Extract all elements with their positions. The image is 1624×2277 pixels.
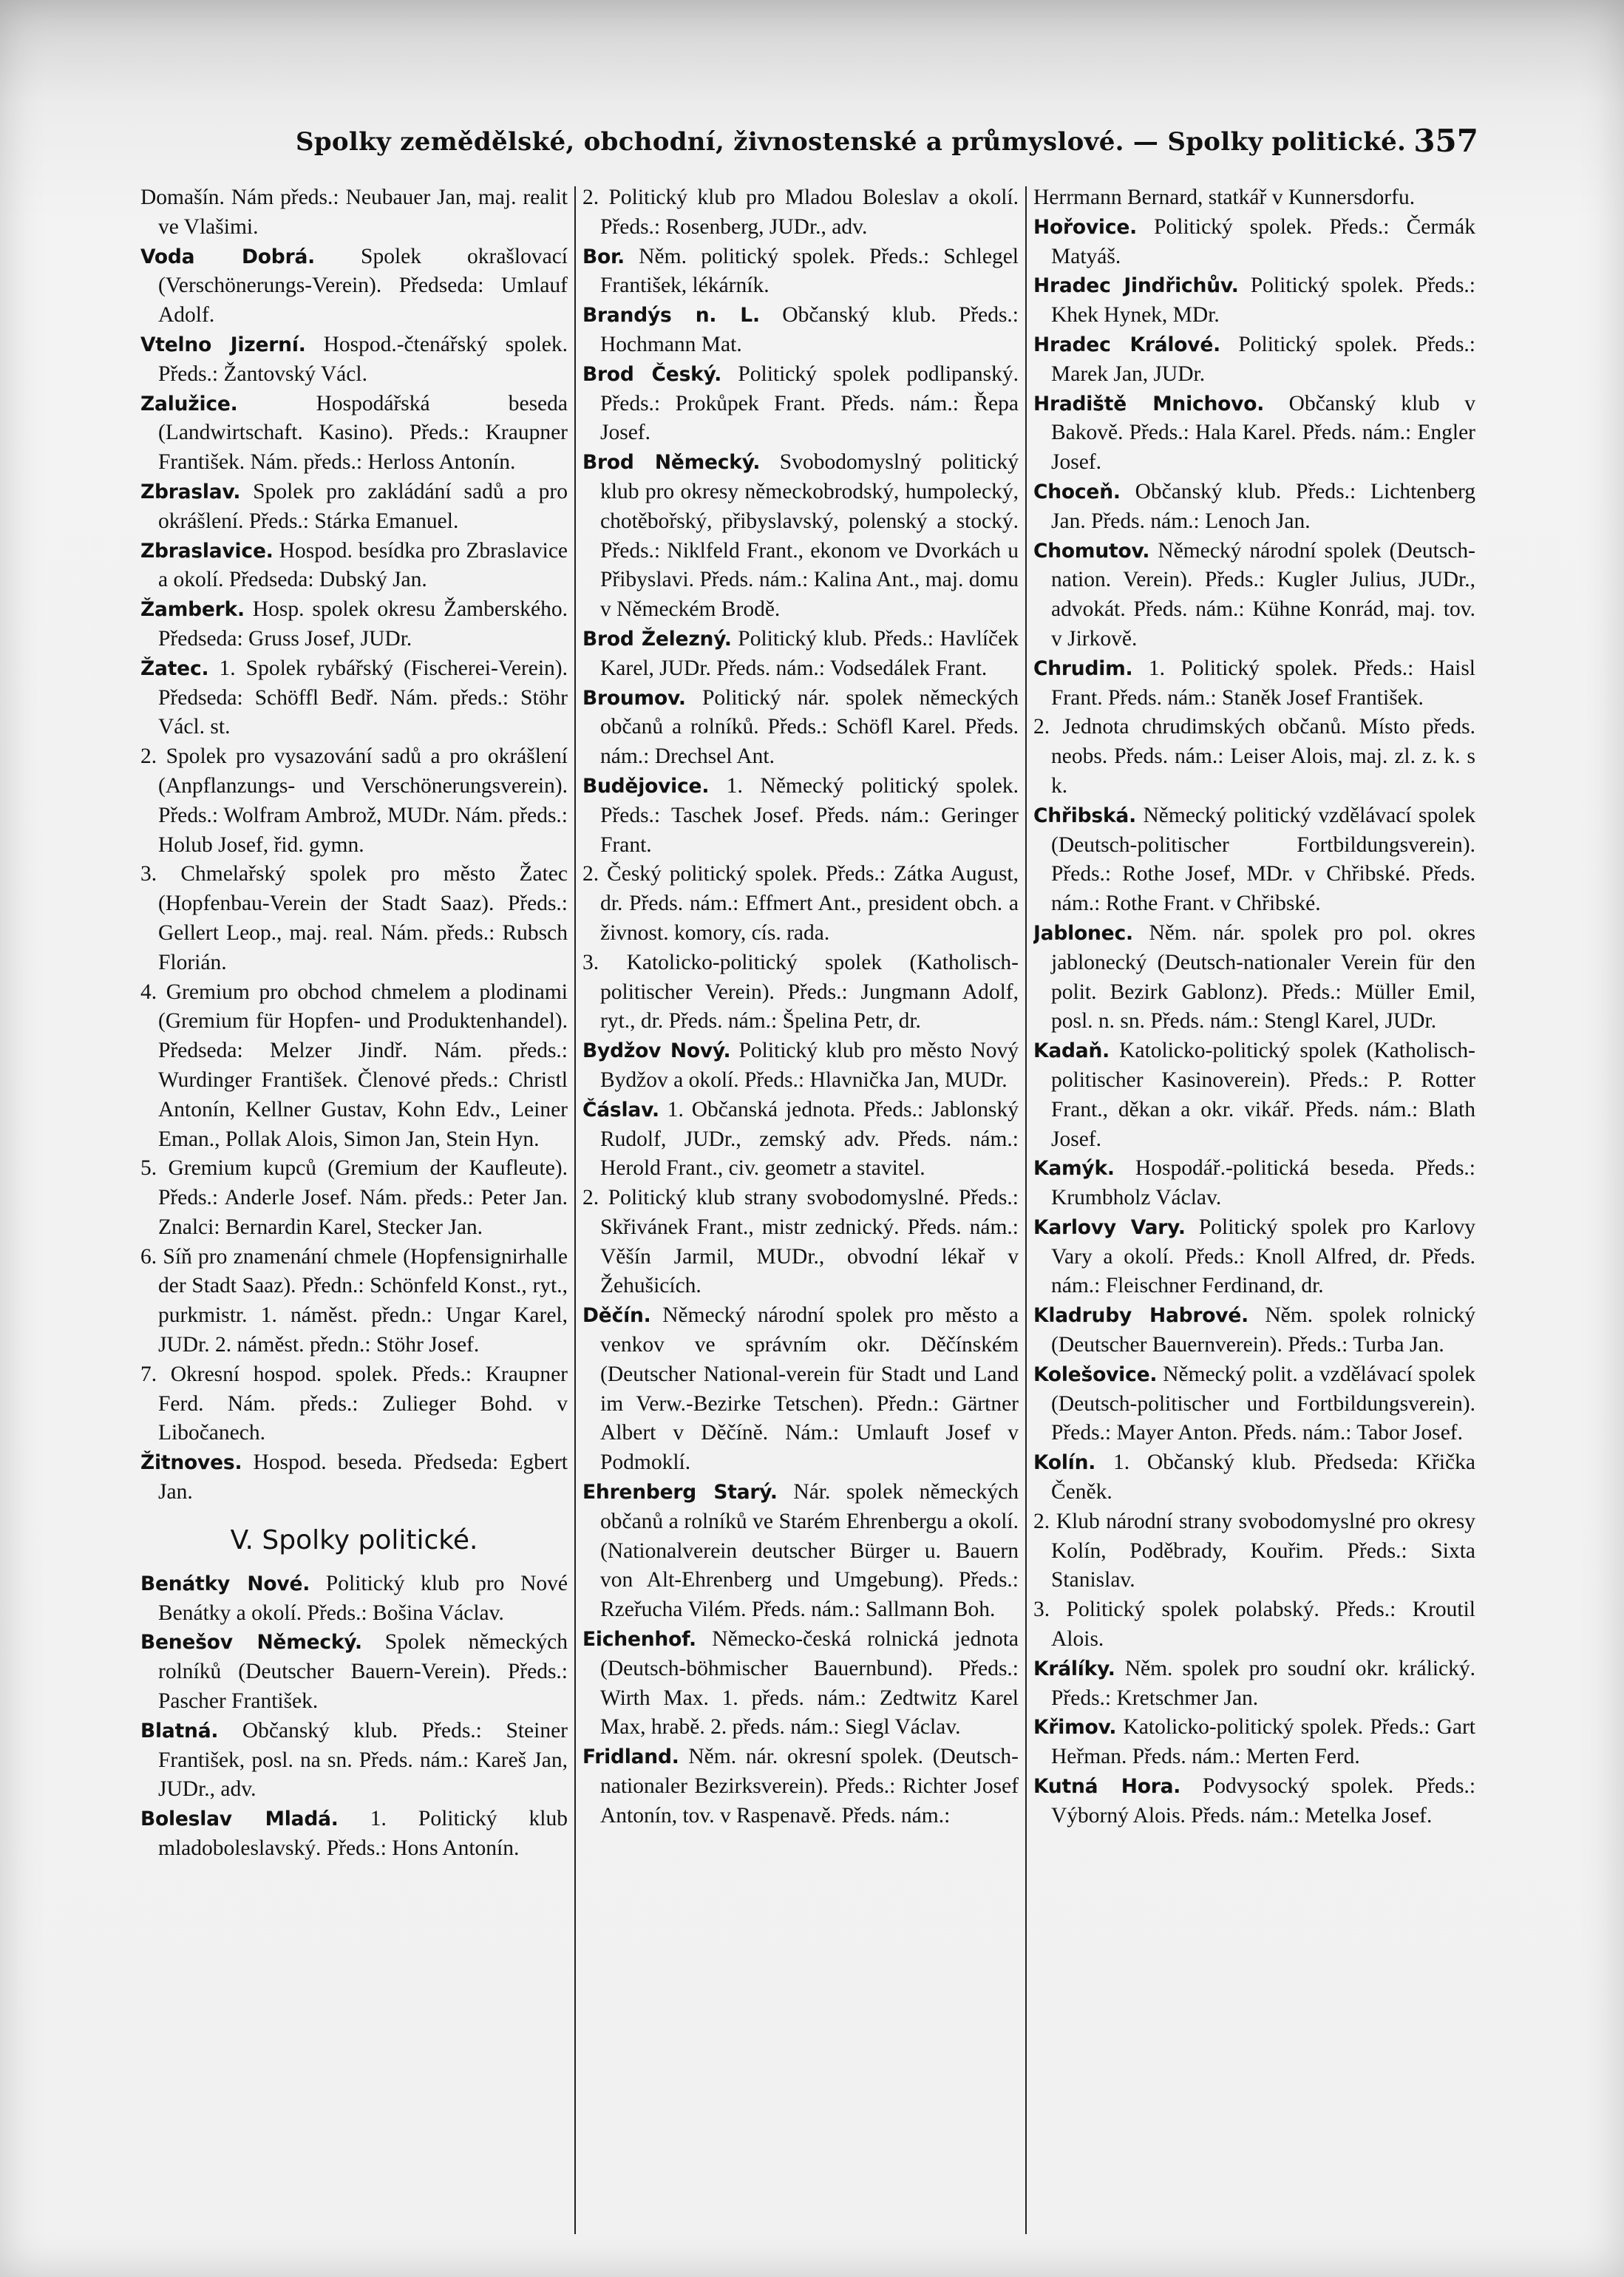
entry-place-name: Boleslav Mladá.	[140, 1808, 339, 1831]
entry-place-name: Hořovice.	[1033, 215, 1137, 239]
directory-entry	[1033, 801, 1475, 919]
entry-text: Politický klub. Předs.: Havlíček Karel, JUDr. Předs. nám.: Vodsedálek Frant.	[600, 626, 1019, 680]
column-1	[140, 183, 568, 2246]
entry-place-name: Brandýs n. L.	[582, 304, 760, 328]
entry-text: Domašín. Nám předs.: Neubauer Jan, maj. realit ve Vlašimi.	[140, 186, 568, 239]
entry-text: Něm. spolek rolnický (Deutscher Bauernverein). Předs.: Turba Jan.	[1051, 1303, 1475, 1357]
directory-entry	[140, 1243, 568, 1360]
entry-place-name: Brod Německý.	[582, 451, 761, 475]
entry-place-name: Voda Dobrá.	[140, 245, 315, 268]
entry-text: Politický klub pro město Nový Bydžov a okolí. Předs.: Hlavnička Jan, MUDr.	[600, 1039, 1019, 1092]
entry-list	[1033, 183, 1475, 1831]
entry-text: 3. Chmelařský spolek pro město Žatec (Hopfenbau-Verein der Stadt Saaz). Předs.: Gellert Leop., maj. real. Nám. předs.: Rubsch Florián.	[140, 862, 568, 974]
directory-entry	[1033, 1213, 1475, 1301]
entry-text: Spolek německých rolníků (Deutscher Bauern-Verein). Předs.: Pascher František.	[158, 1630, 568, 1714]
entry-text: 2. Spolek pro vysazování sadů a pro okrášlení (Anpflanzungs- und Verschönerungsverein). Předs.: Wolfram Ambrož, MUDr. Nám. předs.: Holub Josef, řid. gymn.	[140, 744, 568, 857]
directory-entry	[582, 242, 1019, 302]
directory-entry	[1033, 1595, 1475, 1655]
directory-entry	[1033, 1448, 1475, 1507]
directory-entry	[1033, 1360, 1475, 1448]
entry-text: Nár. spolek německých občanů a rolníků ve Starém Ehrenbergu a okolí. (Nationalverein deutscher Bürger u. Bauern von Alt-Ehrenberg und Umgebung). Předs.: Rzeřucha Vilém. Předs. nám.: Sallmann Boh.	[600, 1480, 1019, 1622]
entry-text: 2. Politický klub pro Mladou Boleslav a okolí. Předs.: Rosenberg, JUDr., adv.	[582, 186, 1019, 239]
entry-text: Spolek pro zakládání sadů a pro okrášlení. Předs.: Stárka Emanuel.	[158, 479, 568, 533]
directory-entry	[582, 860, 1019, 948]
entry-text: Herrmann Bernard, statkář v Kunnersdorfu.	[1033, 186, 1416, 209]
directory-entry	[140, 242, 568, 330]
entry-place-name: Kadaň.	[1033, 1039, 1110, 1063]
entry-text: Občanský klub. Předs.: Lichtenberg Jan. Předs. nám.: Lenoch Jan.	[1051, 479, 1475, 533]
entry-place-name: Benátky Nové.	[140, 1572, 310, 1595]
entry-place-name: Budějovice.	[582, 774, 710, 798]
entry-text: Podvysocký spolek. Předs.: Výborný Alois. Předs. nám.: Metelka Josef.	[1051, 1774, 1475, 1828]
directory-entry	[582, 1036, 1019, 1096]
entry-list	[140, 183, 568, 1507]
column-divider	[574, 186, 576, 2234]
column-2	[582, 183, 1019, 2246]
entry-text: 1. Spolek rybářský (Fischerei-Verein). Předseda: Schöffl Bedř. Nám. předs.: Stöhr Václ. st.	[158, 656, 568, 739]
entry-text: 1. Politický spolek. Předs.: Haisl Frant. Předs. nám.: Staněk Josef František.	[1051, 656, 1475, 710]
directory-entry	[1033, 213, 1475, 272]
entry-text: Politický klub pro Nové Benátky a okolí. Předs.: Bošina Václav.	[158, 1571, 568, 1625]
entry-text: Hospod.-čtenářský spolek. Předs.: Žantovský Václ.	[158, 332, 568, 386]
directory-entry	[140, 390, 568, 478]
directory-entry	[1033, 478, 1475, 537]
entry-place-name: Eichenhof.	[582, 1628, 696, 1652]
running-header	[296, 118, 1478, 163]
directory-entry	[140, 183, 568, 242]
directory-entry	[140, 860, 568, 977]
entry-text: Politický spolek podlipanský. Předs.: Prokůpek Frant. Předs. nám.: Řepa Josef.	[600, 362, 1019, 445]
entry-place-name: Chomutov.	[1033, 539, 1150, 563]
directory-entry	[582, 1184, 1019, 1301]
directory-entry	[582, 684, 1019, 772]
entry-place-name: Děčín.	[582, 1304, 651, 1328]
entry-place-name: Broumov.	[582, 686, 686, 710]
entry-text: 2. Politický klub strany svobodomyslné. Předs.: Skřivánek Frant., mistr zednický. Předs. nám.: Věšín Jarmil, MUDr., obvodní lékař v Žehušicích.	[582, 1186, 1019, 1298]
directory-entry	[140, 330, 568, 390]
entry-place-name: Fridland.	[582, 1745, 679, 1769]
directory-entry	[1033, 1713, 1475, 1772]
entry-text: Německý politický vzdělávací spolek (Deutsch-politischer Fortbildungsverein). Předs.: Rothe Josef, MDr. v Chřibské. Předs. nám.: Rothe Frant. v Chřibské.	[1051, 803, 1475, 916]
entry-text: Politický spolek. Předs.: Khek Hynek, MDr.	[1051, 274, 1475, 328]
directory-entry	[140, 1154, 568, 1242]
entry-text: Hosp. spolek okresu Žamberského. Předseda: Gruss Josef, JUDr.	[158, 597, 568, 651]
entry-text: Občanský klub v Bakově. Předs.: Hala Karel. Předs. nám.: Engler Josef.	[1051, 391, 1475, 475]
page-number: 357	[1413, 123, 1478, 159]
directory-entry	[140, 1805, 568, 1864]
entry-place-name: Benešov Německý.	[140, 1631, 362, 1655]
entry-text: Něm. spolek pro soudní okr. králický. Předs.: Kretschmer Jan.	[1051, 1656, 1475, 1710]
directory-entry	[140, 1717, 568, 1805]
directory-entry	[582, 772, 1019, 860]
entry-text: Něm. nár. spolek pro pol. okres jablonecký (Deutsch-nationaler Verein für den polit. Bezirk Gablonz). Předs.: Müller Emil, posl. n. sn. Předs. nám.: Stengl Karel, JUDr.	[1051, 920, 1475, 1034]
entry-text: 1. Občanská jednota. Předs.: Jablonský Rudolf, JUDr., zemský adv. Předs. nám.: Herold Frant., civ. geometr a stavitel.	[600, 1097, 1019, 1181]
entry-place-name: Chrudim.	[1033, 656, 1133, 680]
entry-text: Hospodářská beseda (Landwirtschaft. Kasino). Předs.: Kraupner František. Nám. předs.: Herloss Antonín.	[158, 391, 568, 475]
entry-place-name: Brod Český.	[582, 362, 722, 386]
column-divider	[1025, 186, 1027, 2234]
directory-entry	[140, 654, 568, 742]
directory-entry	[582, 1096, 1019, 1184]
directory-entry	[582, 1478, 1019, 1625]
entry-text: Hospodář.-politická beseda. Předs.: Krumbholz Václav.	[1051, 1156, 1475, 1210]
entry-text: Občanský klub. Předs.: Hochmann Mat.	[600, 303, 1019, 356]
header-title: Spolky zemědělské, obchodní, živnostenské a průmyslové. — Spolky politické.	[296, 127, 1407, 157]
directory-entry	[140, 1628, 568, 1716]
entry-text: 1. Občanský klub. Předseda: Křička Čeněk.	[1051, 1450, 1475, 1504]
entry-place-name: Kolešovice.	[1033, 1363, 1158, 1386]
entry-place-name: Žamberk.	[140, 598, 245, 622]
entry-text: Politický spolek. Předs.: Čermák Matyáš.	[1051, 214, 1475, 268]
directory-entry	[1033, 919, 1475, 1036]
entry-place-name: Vtelno Jizerní.	[140, 333, 306, 356]
entry-place-name: Zbraslav.	[140, 480, 241, 503]
directory-entry	[582, 301, 1019, 360]
directory-entry	[1033, 271, 1475, 330]
directory-entry	[582, 949, 1019, 1036]
directory-entry	[1033, 330, 1475, 390]
entry-place-name: Bydžov Nový.	[582, 1039, 731, 1063]
entry-text: Katolicko-politický spolek. Předs.: Gart Heřman. Předs. nám.: Merten Ferd.	[1051, 1715, 1475, 1769]
entry-place-name: Blatná.	[140, 1719, 219, 1742]
entry-place-name: Žitnoves.	[140, 1451, 242, 1475]
entry-place-name: Ehrenberg Starý.	[582, 1481, 778, 1504]
directory-entry	[140, 1448, 568, 1507]
entry-text: 2. Klub národní strany svobodomyslné pro okresy Kolín, Poděbrady, Kouřim. Předs.: Sixta Stanislav.	[1033, 1509, 1475, 1592]
directory-entry	[582, 625, 1019, 684]
entry-text: Německý polit. a vzdělávací spolek (Deutsch-politischer und Fortbildungsverein). Předs.: Mayer Anton. Předs. nám.: Tabor Josef.	[1051, 1362, 1475, 1445]
directory-entry	[582, 448, 1019, 625]
directory-entry	[1033, 183, 1475, 213]
entry-place-name: Jablonec.	[1033, 921, 1133, 945]
directory-entry	[582, 1742, 1019, 1830]
entry-text: Politický spolek. Předs.: Marek Jan, JUDr.	[1051, 332, 1475, 386]
directory-entry	[1033, 1301, 1475, 1360]
entry-text: Spolek okrašlovací (Verschönerungs-Verein). Předseda: Umlauf Adolf.	[158, 244, 568, 328]
directory-entry	[1033, 1507, 1475, 1595]
directory-entry	[1033, 1655, 1475, 1714]
entry-text: Něm. politický spolek. Předs.: Schlegel František, lékárník.	[600, 244, 1019, 298]
entry-place-name: Kamýk.	[1033, 1157, 1115, 1181]
entry-text: Německý národní spolek pro město a venkov ve správním okr. Děčínském (Deutscher National-verein für Stadt und Land im Verw.-Bezirke Tetschen). Předn.: Gärtner Albert v Děčíně. Nám.: Umlauft Josef v Podmoklí.	[600, 1303, 1019, 1475]
directory-entry	[582, 1301, 1019, 1478]
entry-text: Občanský klub. Předs.: Steiner František, posl. na sn. Předs. nám.: Kareš Jan, JUDr., adv.	[158, 1718, 568, 1802]
directory-entry	[582, 183, 1019, 242]
entry-place-name: Kutná Hora.	[1033, 1775, 1181, 1799]
directory-entry	[1033, 390, 1475, 478]
entry-place-name: Brod Železný.	[582, 627, 732, 651]
entry-text: 7. Okresní hospod. spolek. Předs.: Kraupner Ferd. Nám. předs.: Zulieger Bohd. v Libočanech.	[140, 1362, 568, 1445]
entry-place-name: Chřibská.	[1033, 804, 1136, 827]
entry-text: 4. Gremium pro obchod chmelem a plodinami (Gremium für Hopfen- und Produktenhandel). Předseda: Melzer Jindř. Nám. předs.: Wurdinger František. Členové předs.: Christl Antonín, Kellner Gustav, Kohn Edv., Leiner Eman., Pollak Alois, Simon Jan, Stein Hyn.	[140, 980, 568, 1151]
entry-text: 3. Politický spolek polabský. Předs.: Kroutil Alois.	[1033, 1598, 1475, 1652]
entry-text: 3. Katolicko-politický spolek (Katholisch-politischer Verein). Předs.: Jungmann Adolf, ryt., dr. Předs. nám.: Špelina Petr, dr.	[582, 950, 1019, 1034]
entry-place-name: Bor.	[582, 245, 625, 268]
entry-place-name: Králíky.	[1033, 1657, 1115, 1680]
entry-text: Něm. nár. okresní spolek. (Deutsch-nationaler Bezirksverein). Předs.: Richter Josef Antonín, tov. v Raspenavě. Předs. nám.:	[600, 1745, 1019, 1828]
directory-entry	[140, 1360, 568, 1448]
entry-text: 6. Síň pro znamenání chmele (Hopfensignirhalle der Stadt Saaz). Předn.: Schönfeld Konst., ryt., purkmistr. 1. náměst. předn.: Ungar Karel, JUDr. 2. náměst. předn.: Stöhr Josef.	[140, 1244, 568, 1357]
entry-place-name: Kolín.	[1033, 1451, 1096, 1475]
entry-text: Politický nár. spolek německých občanů a rolníků. Předs.: Schöfl Karel. Předs. nám.: Drechsel Ant.	[600, 685, 1019, 769]
directory-entry	[140, 742, 568, 860]
entry-text: 2. Jednota chrudimských občanů. Místo předs. neobs. Předs. nám.: Leiser Alois, maj. zl. z. k. s k.	[1033, 715, 1475, 798]
directory-entry	[140, 595, 568, 654]
directory-entry	[582, 360, 1019, 448]
entry-place-name: Hradiště Mnichovo.	[1033, 392, 1265, 415]
entry-place-name: Choceň.	[1033, 480, 1121, 503]
directory-entry	[1033, 654, 1475, 713]
directory-entry	[582, 1625, 1019, 1742]
directory-entry	[140, 478, 568, 537]
entry-place-name: Zalužice.	[140, 392, 238, 415]
entry-text: Hospod. beseda. Předseda: Egbert Jan.	[158, 1450, 568, 1504]
entry-text: Německý národní spolek (Deutsch-nation. Verein). Předs.: Kugler Julius, JUDr., advokát. Předs. nám.: Kühne Konrád, maj. tov. v Jirkově.	[1051, 538, 1475, 651]
entry-text: 5. Gremium kupců (Gremium der Kaufleute). Předs.: Anderle Josef. Nám. předs.: Peter Jan. Znalci: Bernardin Karel, Stecker Jan.	[140, 1156, 568, 1239]
entry-text: Katolicko-politický spolek (Katholisch-politischer Kasinoverein). Předs.: P. Rotter Frant., děkan a okr. vikář. Předs. nám.: Blath Josef.	[1051, 1039, 1475, 1151]
entry-text: 1. Německý politický spolek. Předs.: Taschek Josef. Předs. nám.: Geringer Frant.	[600, 773, 1019, 857]
entry-place-name: Hradec Králové.	[1033, 333, 1221, 356]
directory-entry	[1033, 1772, 1475, 1831]
entry-place-name: Kladruby Habrové.	[1033, 1304, 1249, 1328]
entry-text: Německo-česká rolnická jednota (Deutsch-böhmischer Bauernbund). Předs.: Wirth Max. 1. předs. nám.: Zedtwitz Karel Max, hrabě. 2. předs. nám.: Siegl Václav.	[600, 1627, 1019, 1740]
directory-entry	[1033, 1036, 1475, 1154]
entry-place-name: Křimov.	[1033, 1716, 1117, 1740]
entry-text: 1. Politický klub mladoboleslavský. Předs.: Hons Antonín.	[158, 1807, 568, 1861]
section-heading: V. Spolky politické.	[230, 1524, 478, 1555]
column-3	[1033, 183, 1475, 2246]
entry-text: 2. Český politický spolek. Předs.: Zátka August, dr. Předs. nám.: Effmert Ant., president obch. a živnost. komory, cís. rada.	[582, 862, 1019, 945]
directory-entry	[1033, 713, 1475, 801]
entry-text: Hospod. besídka pro Zbraslavice a okolí. Předseda: Dubský Jan.	[158, 538, 568, 592]
entry-place-name: Zbraslavice.	[140, 539, 274, 563]
entry-text: Politický spolek pro Karlovy Vary a okolí. Předs.: Knoll Alfred, dr. Předs. nám.: Fleischner Ferdinand, dr.	[1051, 1215, 1475, 1298]
entry-place-name: Hradec Jindřichův.	[1033, 274, 1239, 298]
entry-list	[140, 1570, 568, 1864]
entry-list	[582, 183, 1019, 1831]
directory-entry	[1033, 537, 1475, 654]
entry-place-name: Čáslav.	[582, 1098, 659, 1121]
entry-text: Svobodomyslný politický klub pro okresy německobrodský, humpolecký, chotěbořský, přibyslavský, polenský a stocký. Předs.: Niklfeld Frant., ekonom ve Dvorkách u Přibyslavi. Předs. nám.: Kalina Ant., maj. domu v Německém Brodě.	[600, 450, 1019, 622]
directory-entry	[1033, 1154, 1475, 1213]
directory-entry	[140, 537, 568, 596]
entry-place-name: Žatec.	[140, 656, 209, 680]
directory-entry	[140, 1570, 568, 1629]
directory-entry	[140, 978, 568, 1155]
entry-place-name: Karlovy Vary.	[1033, 1215, 1186, 1239]
